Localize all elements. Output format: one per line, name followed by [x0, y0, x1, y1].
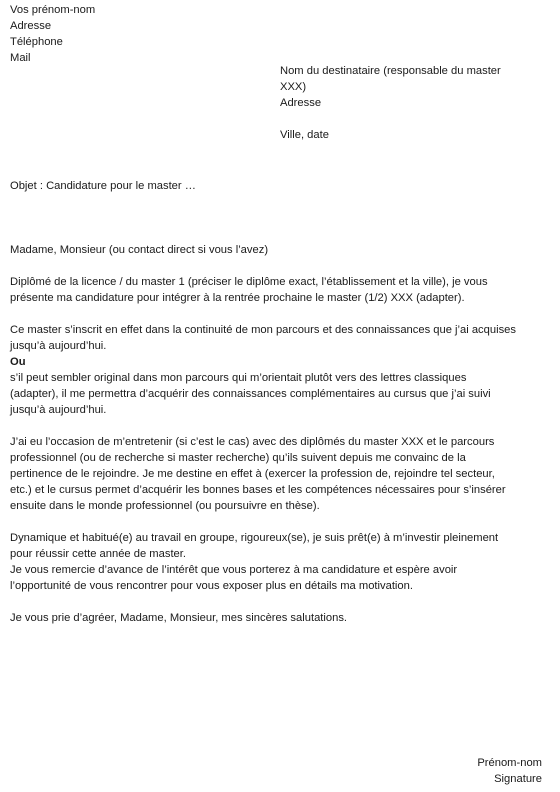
signature-block — [477, 755, 542, 787]
paragraph-4 — [10, 434, 546, 514]
signature-name: Prénom-nom — [477, 757, 542, 769]
text-line: Je vous prie d’agréer, Madame, Monsieur, mes sincères salutations. — [10, 612, 348, 624]
text-line: Ce master s’inscrit en effet dans la continuité de mon parcours et des connaissances que j’ai acquises — [10, 324, 516, 336]
text-line: jusqu’à aujourd’hui. — [10, 340, 107, 352]
recipient-address: Adresse — [280, 97, 322, 109]
text-line: pertinence de le rejoindre. Je me destine en effet à (exercer la profession de, rejoindre tel secteur, — [10, 468, 495, 480]
text-line: pour réussir cette année de master. — [10, 548, 186, 560]
sender-name: Vos prénom-nom — [10, 4, 96, 16]
text-line: ensuite dans le monde professionnel (ou poursuivre en thèse). — [10, 500, 320, 512]
sender-mail: Mail — [10, 52, 31, 64]
object-line: Objet : Candidature pour le master … — [10, 180, 196, 192]
text-line: s’il peut sembler original dans mon parcours qui m’orientait plutôt vers des lettres classiques — [10, 372, 467, 384]
recipient-name-line1: Nom du destinataire (responsable du master — [280, 65, 501, 77]
paragraph-3 — [10, 370, 546, 418]
recipient-name-line2: XXX) — [280, 81, 307, 93]
text-line: présente ma candidature pour intégrer à la rentrée prochaine le master (1/2) XXX (adapter). — [10, 292, 465, 304]
paragraph-5 — [10, 530, 546, 594]
text-line: l’opportunité de vous rencontrer pour vous exposer plus en détails ma motivation. — [10, 580, 413, 592]
text-line: (adapter), il me permettra d’acquérir des connaissances complémentaires au cursus que j’ai suivi — [10, 388, 491, 400]
text-line: etc.) et le cursus permet d’acquérir les bonnes bases et les compétences nécessaires pour s’insérer — [10, 484, 506, 496]
recipient-block — [280, 63, 530, 143]
paragraph-1 — [10, 274, 546, 306]
recipient-city-date: Ville, date — [280, 129, 329, 141]
salutation: Madame, Monsieur (ou contact direct si vous l’avez) — [10, 244, 269, 256]
text-line: J’ai eu l’occasion de m’entretenir (si c’est le cas) avec des diplômés du master XXX et le parcours — [10, 436, 495, 448]
text-line: Diplômé de la licence / du master 1 (préciser le diplôme exact, l’établissement et la ville), je vous — [10, 276, 488, 288]
sender-address: Adresse — [10, 20, 52, 32]
closing-paragraph — [10, 610, 546, 626]
text-line: jusqu’à aujourd’hui. — [10, 404, 107, 416]
text-line: Dynamique et habitué(e) au travail en groupe, rigoureux(se), je suis prêt(e) à m’investir pleinement — [10, 532, 499, 544]
letter-body — [10, 178, 546, 626]
or-label: Ou — [10, 356, 26, 368]
text-line: professionnel (ou de recherche si master recherche) qu’ils suivent depuis me convainc de la — [10, 452, 466, 464]
paragraph-2 — [10, 322, 546, 354]
sender-phone: Téléphone — [10, 36, 63, 48]
signature-label: Signature — [494, 773, 542, 785]
sender-block — [10, 2, 95, 66]
text-line: Je vous remercie d’avance de l’intérêt que vous porterez à ma candidature et espère avoir — [10, 564, 458, 576]
